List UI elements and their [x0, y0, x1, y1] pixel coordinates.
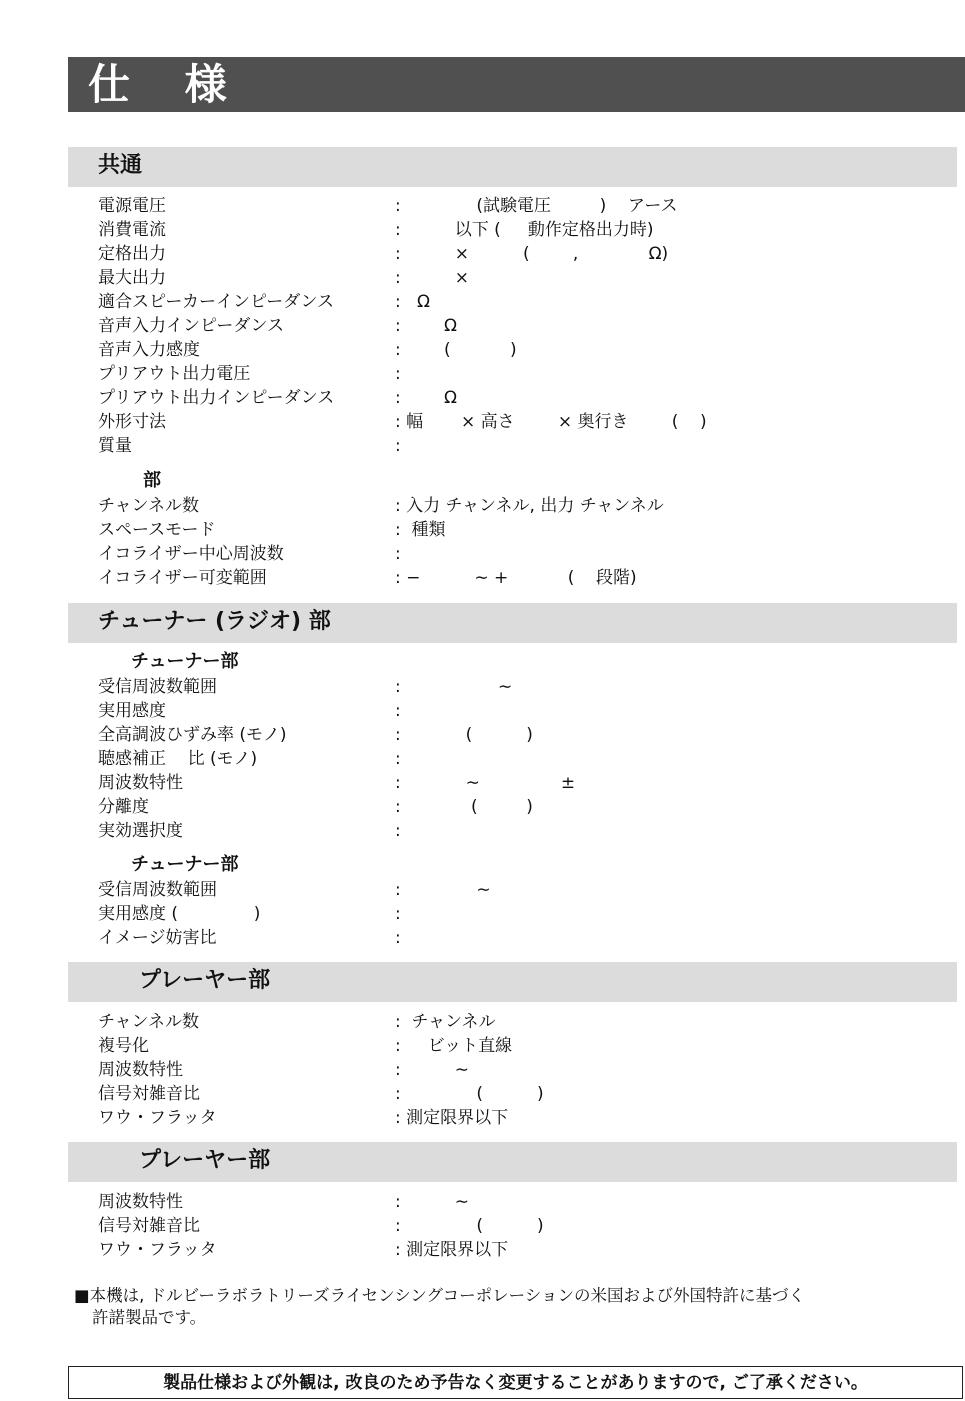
- spec-label: プリアウト出力電圧: [98, 364, 251, 384]
- spec-label: プリアウト出力インピーダンス: [98, 388, 335, 408]
- section-title-player-2: プレーヤー部: [139, 1148, 271, 1173]
- spec-value: : ( ): [395, 340, 517, 360]
- section-header-player-1: [68, 962, 957, 1002]
- subsection-title-fm-tuner: チューナー部: [131, 651, 239, 672]
- spec-value: :: [395, 928, 401, 948]
- spec-value: : Ω: [395, 388, 457, 408]
- spec-value: : 種類: [395, 520, 446, 540]
- spec-label: 複号化: [98, 1036, 149, 1056]
- spec-label: 受信周波数範囲: [98, 880, 217, 900]
- spec-value: : ∼ ±: [395, 773, 576, 793]
- spec-value: :: [395, 701, 401, 721]
- spec-value: : ( ): [395, 1084, 544, 1104]
- spec-label: チャンネル数: [98, 496, 199, 516]
- spec-value: : Ω: [395, 316, 457, 336]
- spec-label: スペースモード: [98, 520, 216, 540]
- spec-label: 外形寸法: [98, 412, 166, 432]
- spec-value: : ∼: [395, 1060, 470, 1080]
- spec-label: 音声入力感度: [98, 340, 200, 360]
- spec-value: :: [395, 364, 401, 384]
- spec-label: ワウ・フラッタ: [98, 1240, 217, 1260]
- spec-value: : (試験電圧 ) アース: [395, 196, 678, 216]
- section-header-player-2: [68, 1142, 957, 1182]
- page-title-bar: [68, 57, 965, 112]
- patent-note-line-2: 許諾製品です。: [92, 1308, 207, 1327]
- spec-value: : ×: [395, 268, 470, 288]
- spec-value: : Ω: [395, 292, 430, 312]
- spec-label: イコライザー可変範囲: [98, 568, 267, 588]
- spec-value: : × ( , Ω): [395, 244, 669, 264]
- spec-value: : チャンネル: [395, 1012, 496, 1032]
- subsection-title-dsp: 部: [143, 470, 161, 491]
- spec-label: 電源電圧: [98, 196, 166, 216]
- spec-value: : − ∼ + ( 段階): [395, 568, 637, 588]
- spec-value: :: [395, 821, 401, 841]
- spec-label: イメージ妨害比: [98, 928, 217, 948]
- patent-note-line-1: ■本機は, ドルビーラボラトリーズライセンシングコーポレーションの米国および外国特許に基づく: [74, 1286, 805, 1305]
- spec-value: : ∼: [395, 880, 491, 900]
- spec-value: : ∼: [395, 1192, 470, 1212]
- spec-label: 定格出力: [98, 244, 166, 264]
- spec-value: : ( ): [395, 1216, 544, 1236]
- spec-value: : 入力 チャンネル, 出力 チャンネル: [395, 496, 664, 516]
- spec-value: : ( ): [395, 797, 533, 817]
- spec-value: :: [395, 904, 401, 924]
- spec-value: :: [395, 749, 401, 769]
- disclaimer-box: [68, 1366, 963, 1399]
- spec-label: 信号対雑音比: [98, 1216, 200, 1236]
- spec-label: チャンネル数: [98, 1012, 199, 1032]
- spec-value: : ( ): [395, 725, 533, 745]
- section-title-common: 共通: [98, 153, 143, 178]
- spec-label: 実効選択度: [98, 821, 183, 841]
- spec-value: : ビット直線: [395, 1036, 513, 1056]
- spec-label: 周波数特性: [98, 1060, 183, 1080]
- spec-label: 聴感補正 比 (モノ): [98, 749, 258, 769]
- spec-value: :: [395, 544, 401, 564]
- section-header-common: [68, 147, 957, 187]
- section-header-tuner: [68, 603, 957, 643]
- spec-label: 最大出力: [98, 268, 166, 288]
- spec-label: 音声入力インピーダンス: [98, 316, 284, 336]
- spec-label: 実用感度 ( ): [98, 904, 261, 924]
- disclaimer-text: 製品仕様および外観は, 改良のため予告なく変更することがありますので, ご了承ください。: [163, 1373, 868, 1393]
- spec-value: : 幅 × 高さ × 奥行き ( ): [395, 412, 707, 432]
- spec-value: :: [395, 436, 401, 456]
- spec-label: 信号対雑音比: [98, 1084, 200, 1104]
- spec-value: : 測定限界以下: [395, 1240, 509, 1260]
- spec-label: 適合スピーカーインピーダンス: [98, 292, 334, 312]
- spec-value: : 以下 ( 動作定格出力時): [395, 220, 654, 240]
- section-title-tuner: チューナー (ラジオ) 部: [98, 609, 331, 634]
- subsection-title-am-tuner: チューナー部: [131, 854, 239, 875]
- spec-label: 周波数特性: [98, 1192, 183, 1212]
- section-title-player-1: プレーヤー部: [139, 968, 271, 993]
- spec-label: 周波数特性: [98, 773, 183, 793]
- spec-label: 全高調波ひずみ率 (モノ): [98, 725, 287, 745]
- spec-value: : ∼: [395, 677, 513, 697]
- page-title: 仕 様: [88, 60, 247, 109]
- spec-label: 受信周波数範囲: [98, 677, 217, 697]
- spec-value: : 測定限界以下: [395, 1108, 509, 1128]
- spec-label: ワウ・フラッタ: [98, 1108, 217, 1128]
- spec-label: 分離度: [98, 797, 149, 817]
- spec-label: 消費電流: [98, 220, 166, 240]
- spec-label: イコライザー中心周波数: [98, 544, 284, 564]
- spec-label: 質量: [98, 436, 132, 456]
- spec-label: 実用感度: [98, 701, 166, 721]
